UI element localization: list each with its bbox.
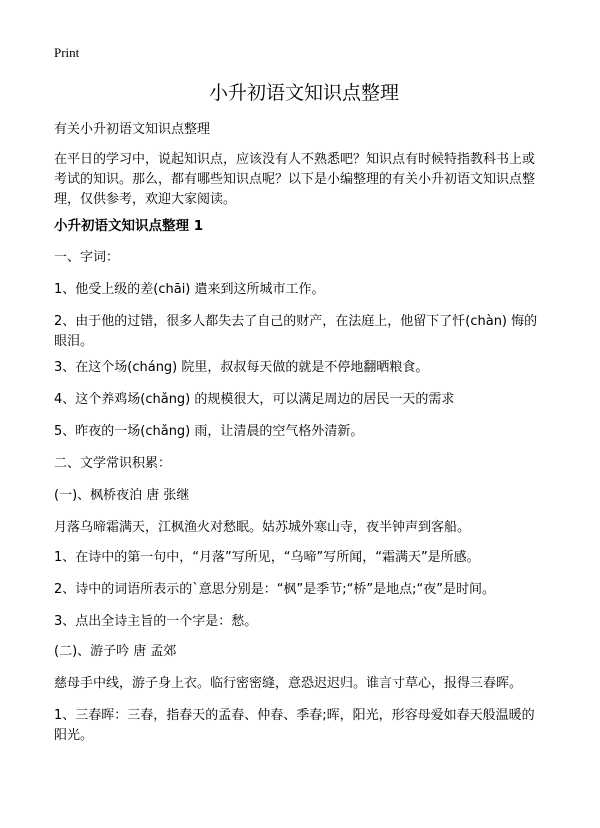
vocab-item-2: 2、由于他的过错，很多人都失去了自己的财产，在法庭上，他留下了忏(chàn) 悔的眼泪。 bbox=[54, 314, 538, 349]
document-title: 小升初语文知识点整理 bbox=[208, 82, 399, 104]
poem1-note-2: 2、诗中的词语所表示的`意思分别是：“枫”是季节;“桥”是地点;“夜”是时间。 bbox=[54, 582, 495, 597]
part-title-vocabulary: 一、字词： bbox=[54, 250, 120, 265]
vocab-item-4: 4、这个养鸡场(chǎng) 的规模很大，可以满足周边的居民一天的需求 bbox=[54, 392, 455, 407]
poem-text-2: 慈母手中线，游子身上衣。临行密密缝，意恐迟迟归。谁言寸草心，报得三春晖。 bbox=[54, 676, 523, 691]
intro-subtitle: 有关小升初语文知识点整理 bbox=[54, 122, 211, 137]
section-heading: 小升初语文知识点整理 1 bbox=[54, 218, 204, 234]
part-title-literature: 二、文学常识积累： bbox=[54, 456, 172, 471]
poem2-note-1: 1、三春晖：三春，指春天的孟春、仲春、季春;晖，阳光，形容母爱如春天般温暖的阳光。 bbox=[54, 708, 535, 743]
vocab-item-3: 3、在这个场(cháng) 院里，叔叔每天做的就是不停地翻晒粮食。 bbox=[54, 360, 429, 375]
vocab-item-5: 5、昨夜的一场(chǎng) 雨，让清晨的空气格外清新。 bbox=[54, 424, 364, 439]
intro-paragraph: 在平日的学习中，说起知识点，应该没有人不熟悉吧？知识点有时候特指教科书上或考试的知识。那么，都有哪些知识点呢？以下是小编整理的有关小升初语文知识点整理，仅供参考，欢迎大家阅读。 bbox=[54, 152, 536, 207]
vocab-item-1: 1、他受上级的差(chāi) 遣来到这所城市工作。 bbox=[54, 282, 325, 297]
poem-title-1: (一)、枫桥夜泊 唐 张继 bbox=[54, 488, 190, 503]
print-label: Print bbox=[54, 45, 80, 60]
poem1-note-1: 1、在诗中的第一句中，“月落”写所见，“乌啼”写所闻，“霜满天”是所感。 bbox=[54, 550, 480, 565]
poem1-note-3: 3、点出全诗主旨的一个字是：愁。 bbox=[54, 614, 258, 629]
poem-text-1: 月落乌啼霜满天，江枫渔火对愁眠。姑苏城外寒山寺，夜半钟声到客船。 bbox=[54, 520, 471, 535]
poem-title-2: (二)、游子吟 唐 孟郊 bbox=[54, 644, 177, 659]
